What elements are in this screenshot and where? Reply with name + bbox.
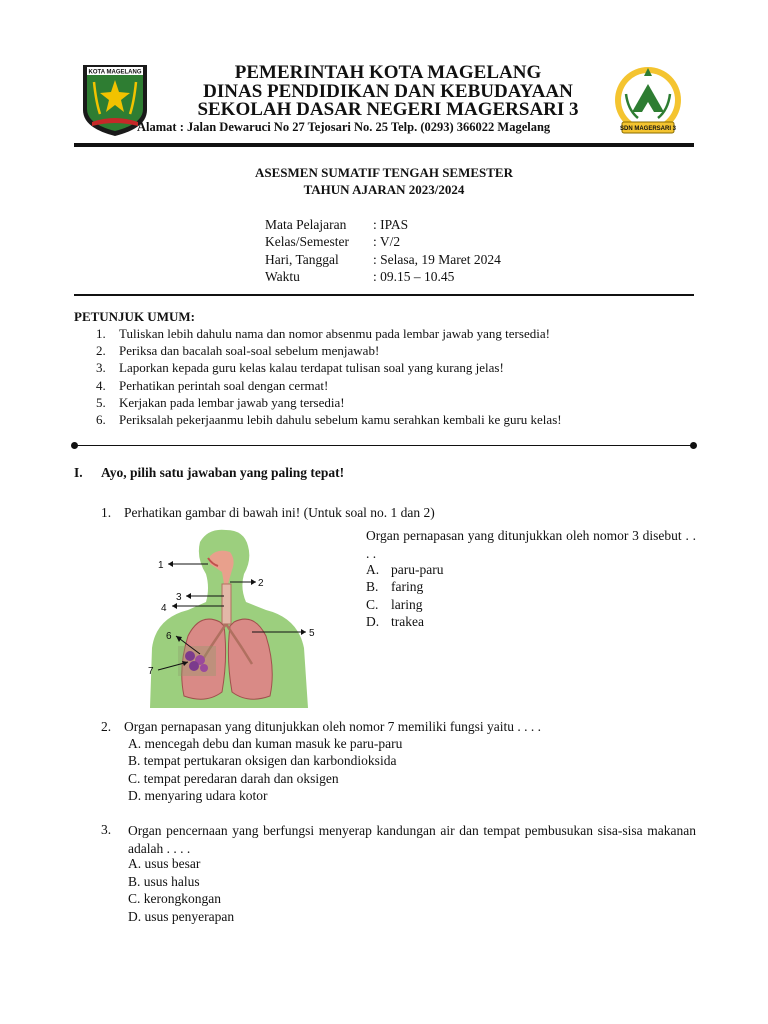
section-heading <box>74 465 344 481</box>
identity-label: Waktu <box>265 269 300 284</box>
instruction-item <box>96 395 345 411</box>
question-2-option-a: A. mencegah debu dan kuman masuk ke paru-paru <box>128 736 403 751</box>
instruction-text: Perhatikan perintah soal dengan cermat! <box>119 378 329 393</box>
instruction-number: 5. <box>96 395 106 410</box>
svg-text:2: 2 <box>258 578 264 589</box>
option-text: trakea <box>391 614 424 629</box>
identity-value: : V/2 <box>373 234 401 249</box>
instruction-text: Kerjakan pada lembar jawab yang tersedia! <box>119 395 345 410</box>
identity-value: : 09.15 – 10.45 <box>373 269 455 284</box>
section-number: I. <box>74 465 83 480</box>
identity-label: Kelas/Semester <box>265 234 349 249</box>
instruction-item <box>96 412 562 428</box>
question-number: 2. <box>101 719 112 734</box>
option-letter: A. <box>366 562 380 577</box>
section-divider <box>74 445 694 446</box>
option-letter: C. <box>366 597 379 612</box>
identity-row-date <box>265 252 501 268</box>
question-1-option-c <box>366 597 423 613</box>
identity-label: Mata Pelajaran <box>265 217 347 232</box>
instruction-number: 3. <box>96 360 106 375</box>
question-2-text <box>101 719 541 735</box>
identity-row-subject <box>265 217 408 233</box>
letterhead-address: Alamat : Jalan Dewaruci No 27 Tejosari No. 25 Telp. (0293) 366022 Magelang <box>137 120 551 134</box>
question-3-number: 3. <box>101 822 112 837</box>
letterhead-government: PEMERINTAH KOTA MAGELANG <box>234 62 542 83</box>
section-title: Ayo, pilih satu jawaban yang paling tepat! <box>101 465 345 480</box>
exam-title: ASESMEN SUMATIF TENGAH SEMESTER <box>254 165 513 180</box>
svg-text:3: 3 <box>176 592 182 603</box>
instruction-number: 2. <box>96 343 106 358</box>
instruction-item <box>96 378 328 394</box>
question-3-option-b: B. usus halus <box>128 874 200 889</box>
instruction-number: 6. <box>96 412 106 427</box>
question-3-option-a: A. usus besar <box>128 856 201 871</box>
option-text: faring <box>391 579 424 594</box>
option-text: paru-paru <box>391 562 444 577</box>
question-1-option-d <box>366 614 424 630</box>
identity-value: : IPAS <box>373 217 409 232</box>
question-number: 1. <box>101 505 112 520</box>
question-2-option-d: D. menyaring udara kotor <box>128 788 268 803</box>
question-1-text: Organ pernapasan yang ditunjukkan oleh nomor 3 disebut . . . . <box>366 528 696 561</box>
instruction-text: Periksalah pekerjaanmu lebih dahulu sebelum kamu serahkan kembali ke guru kelas! <box>119 412 562 427</box>
question-2-option-b: B. tempat pertukaran oksigen dan karbondioksida <box>128 753 397 768</box>
svg-text:5: 5 <box>309 628 315 639</box>
instruction-text: Periksa dan bacalah soal-soal sebelum menjawab! <box>119 343 380 358</box>
letterhead-school: SEKOLAH DASAR NEGERI MAGERSARI 3 <box>197 99 579 120</box>
svg-text:4: 4 <box>161 603 167 614</box>
question-1-option-b <box>366 579 423 595</box>
divider-dot-right <box>690 442 697 449</box>
letterhead-rule <box>74 143 694 147</box>
question-2-option-c: C. tempat peredaran darah dan oksigen <box>128 771 339 786</box>
respiratory-system-figure <box>148 528 338 708</box>
question-3-option-d: D. usus penyerapan <box>128 909 235 924</box>
identity-row-time <box>265 269 454 285</box>
instruction-item <box>96 360 504 376</box>
academic-year: TAHUN AJARAN 2023/2024 <box>303 182 465 197</box>
instruction-number: 4. <box>96 378 106 393</box>
identity-value: : Selasa, 19 Maret 2024 <box>373 252 501 267</box>
svg-text:7: 7 <box>148 666 154 677</box>
instruction-item <box>96 343 379 359</box>
instruction-text: Laporkan kepada guru kelas kalau terdapat tulisan soal yang kurang jelas! <box>119 360 504 375</box>
instruction-number: 1. <box>96 326 106 341</box>
identity-label: Hari, Tanggal <box>265 252 339 267</box>
option-letter: B. <box>366 579 379 594</box>
divider-dot-left <box>71 442 78 449</box>
svg-text:SDN MAGERSARI 3: SDN MAGERSARI 3 <box>619 126 677 132</box>
option-letter: D. <box>366 614 380 629</box>
header-rule <box>74 294 694 296</box>
svg-text:1: 1 <box>158 560 164 571</box>
svg-text:KOTA MAGELANG: KOTA MAGELANG <box>88 69 142 76</box>
question-1-option-a <box>366 562 443 578</box>
letterhead-department: DINAS PENDIDIKAN DAN KEBUDAYAAN <box>203 81 573 102</box>
instructions-heading: PETUNJUK UMUM: <box>74 309 195 324</box>
instruction-text: Tuliskan lebih dahulu nama dan nomor absenmu pada lembar jawab yang tersedia! <box>119 326 550 341</box>
option-text: laring <box>391 597 423 612</box>
question-3-option-c: C. kerongkongan <box>128 891 221 906</box>
question-body: Organ pernapasan yang ditunjukkan oleh nomor 7 memiliki fungsi yaitu . . . . <box>124 719 542 734</box>
svg-text:6: 6 <box>166 631 172 642</box>
question-3-text: Organ pencernaan yang berfungsi menyerap kandungan air dan tempat pembusukan sisa-sisa makanan adalah . . . . <box>128 823 696 856</box>
instruction-item <box>96 326 550 342</box>
identity-row-class <box>265 234 400 250</box>
question-intro-text: Perhatikan gambar di bawah ini! (Untuk soal no. 1 dan 2) <box>124 505 435 520</box>
question-1-intro <box>101 505 435 521</box>
